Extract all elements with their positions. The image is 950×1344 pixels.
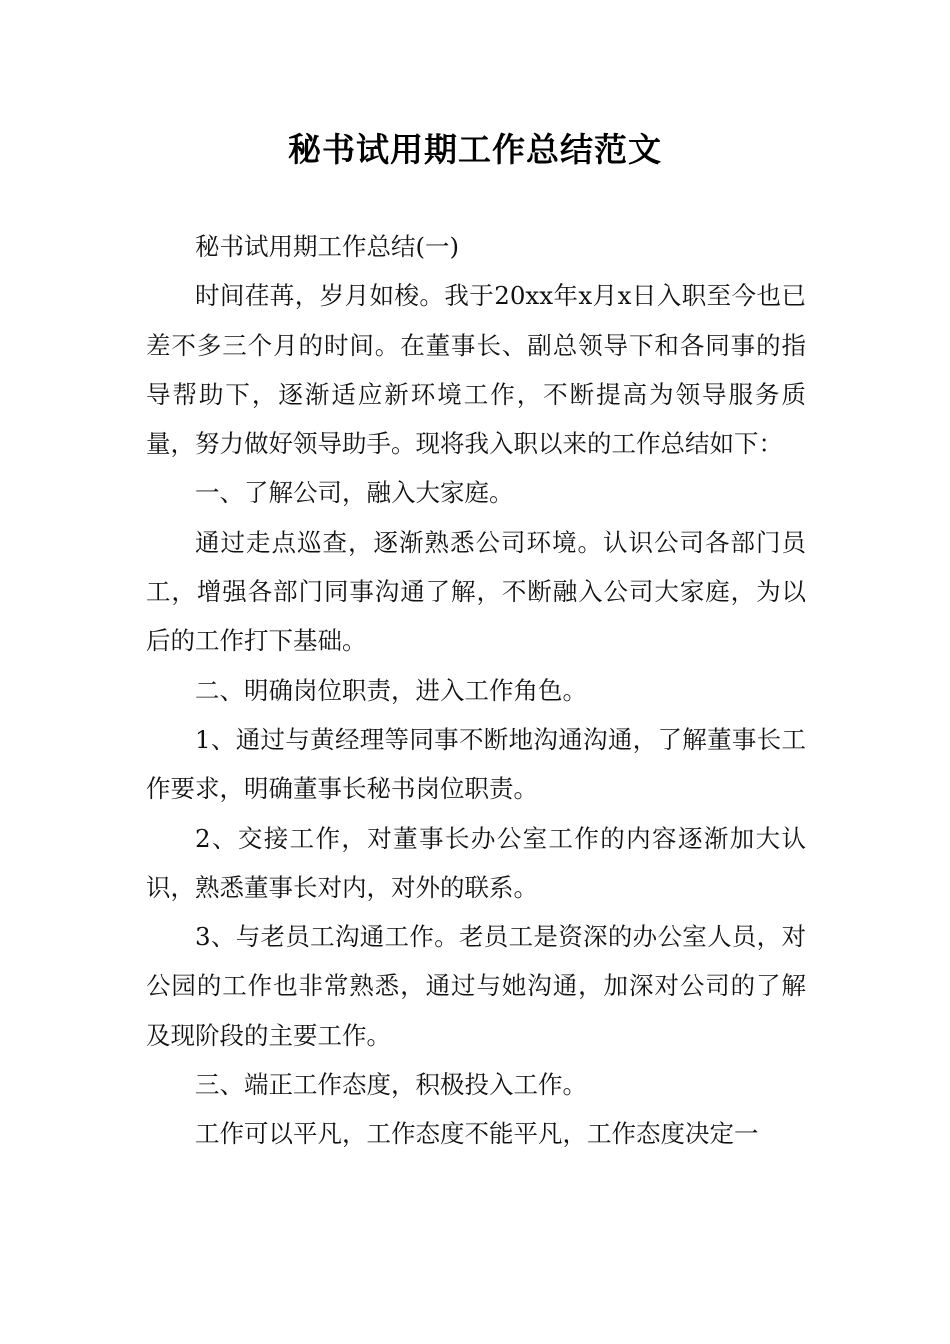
document-title: 秘书试用期工作总结范文 (288, 130, 662, 169)
document-body (146, 222, 806, 1159)
list-item: 1、通过与黄经理等同事不断地沟通沟通，了解董事长工作要求，明确董事长秘书岗位职责。 (146, 724, 806, 804)
section-heading: 一、了解公司，融入大家庭。 (195, 478, 514, 508)
section-heading: 二、明确岗位职责，进入工作角色。 (195, 675, 587, 705)
body-paragraph: 工作可以平凡，工作态度不能平凡，工作态度决定一 (195, 1119, 759, 1149)
list-item: 3、与老员工沟通工作。老员工是资深的办公室人员，对公园的工作也非常熟悉，通过与她沟通，加深对公司的了解及现阶段的主要工作。 (146, 922, 806, 1050)
body-paragraph: 时间荏苒，岁月如梭。我于20xx年x月x日入职至今也已差不多三个月的时间。在董事长、副总领导下和各同事的指导帮助下，逐渐适应新环境工作，不断提高为领导服务质量，努力做好领导助手。现将我入职以来的工作总结如下： (146, 281, 806, 459)
section-heading: 三、端正工作态度，积极投入工作。 (195, 1070, 587, 1100)
body-paragraph: 通过走点巡查，逐渐熟悉公司环境。认识公司各部门员工，增强各部门同事沟通了解，不断融入公司大家庭，为以后的工作打下基础。 (146, 527, 806, 656)
list-item: 2、交接工作，对董事长办公室工作的内容逐渐加大认识，熟悉董事长对内，对外的联系。 (146, 823, 806, 902)
section-heading: 秘书试用期工作总结(一) (195, 232, 460, 261)
